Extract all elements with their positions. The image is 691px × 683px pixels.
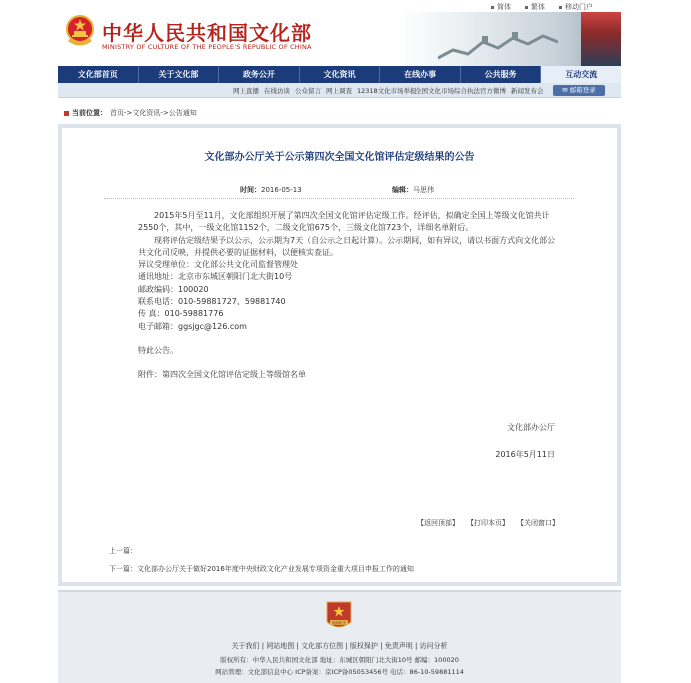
nav-home[interactable]: 文化部首页 bbox=[58, 66, 139, 83]
party-gov-seal-icon[interactable] bbox=[324, 600, 354, 632]
breadcrumb-label: 当前位置： bbox=[72, 109, 107, 117]
seal-text: 党政机关 bbox=[331, 621, 347, 626]
breadcrumb-icon bbox=[64, 111, 69, 116]
site-header bbox=[58, 0, 621, 66]
bullet-icon bbox=[525, 6, 528, 9]
footer-manage: 网站管理：文化部信息中心 ICP备案：京ICP备05053456号 电话：86-10-59881114 bbox=[215, 668, 464, 676]
article-panel bbox=[58, 124, 621, 586]
prev-article: 上一篇： bbox=[109, 547, 137, 555]
opera-mask-image bbox=[581, 12, 621, 66]
sub-nav-links-right bbox=[415, 86, 544, 95]
sub-link-live[interactable]: 网上直播 bbox=[233, 87, 259, 95]
mobile-portal-link[interactable]: 移动门户 bbox=[559, 2, 593, 12]
traditional-link[interactable]: 繁体 bbox=[525, 2, 545, 12]
back-to-top-button[interactable]: 【返回顶部】 bbox=[417, 519, 459, 527]
contact-line: 邮政编码：100020 bbox=[138, 284, 209, 294]
breadcrumb bbox=[64, 108, 197, 118]
nav-news[interactable]: 文化资讯 bbox=[300, 66, 381, 83]
main-nav bbox=[58, 66, 621, 83]
sub-link-interview[interactable]: 在线访谈 bbox=[264, 87, 290, 95]
contact-line: 异议受理单位：文化部公共文化司监督管理处 bbox=[138, 260, 298, 270]
sub-link-weibo[interactable]: 全国文化市场综合执法官方微博 bbox=[415, 87, 506, 95]
paragraph: 2015年5月至11月，文化部组织开展了第四次全国文化馆评估定级工作。经评估，拟确定全国上等级文化馆共计2550个，其中，一级文化馆1152个，二级文化馆675个，三级文化馆723个，详细名单附后。 bbox=[138, 211, 550, 233]
article-editor: 编辑：马思伟 bbox=[392, 186, 434, 194]
footer-link-sitemap[interactable]: 网站地图 bbox=[266, 642, 295, 650]
footer-links: 关于我们 | 网站地图 | 文化部方位图 | 版权保护 | 免责声明 | 访问分析 bbox=[231, 642, 448, 650]
attachment-link[interactable]: 附件：第四次全国文化馆评估定级上等级馆名单 bbox=[138, 370, 306, 380]
article-actions bbox=[417, 518, 559, 528]
national-emblem-icon[interactable] bbox=[65, 14, 95, 48]
nav-interaction[interactable]: 互动交流 bbox=[541, 66, 621, 83]
print-button[interactable]: 【打印本页】 bbox=[467, 519, 509, 527]
divider bbox=[104, 198, 574, 199]
paragraph: 现将评估定级结果予以公示，公示期为7天（自公示之日起计算）。公示期间，如有异议，请以书面方式向文化部公共文化司反映，并提供必要的证据材料，以便核实查证。 bbox=[138, 235, 556, 257]
article-body bbox=[138, 210, 558, 382]
notice-line: 特此公告。 bbox=[138, 345, 178, 355]
article-title: 文化部办公厅关于公示第四次全国文化馆评估定级结果的公告 bbox=[204, 152, 475, 163]
site-subtitle: MINISTRY OF CULTURE OF THE PEOPLE'S REPUBLIC OF CHINA bbox=[102, 43, 312, 51]
bullet-icon bbox=[559, 6, 562, 9]
nav-online-services[interactable]: 在线办事 bbox=[380, 66, 461, 83]
contact-line: 传 真：010-59881776 bbox=[138, 309, 224, 319]
sub-link-message[interactable]: 公众留言 bbox=[295, 87, 321, 95]
sign-org: 文化部办公厅 bbox=[507, 423, 555, 432]
close-window-button[interactable]: 【关闭窗口】 bbox=[517, 519, 559, 527]
sub-link-survey[interactable]: 网上调查 bbox=[326, 87, 352, 95]
great-wall-image bbox=[438, 30, 558, 60]
footer-copyright: 版权所有：中华人民共和国文化部 地址：东城区朝阳门北大街10号 邮编：100020 bbox=[220, 656, 459, 664]
top-links bbox=[491, 2, 593, 12]
site-title[interactable]: 中华人民共和国文化部 bbox=[102, 21, 312, 45]
next-article: 下一篇：文化部办公厅关于做好2016年度中央财政文化产业发展专项资金重大项目申报工作的通知 bbox=[109, 565, 414, 573]
contact-line: 电子邮箱：ggsjgc@126.com bbox=[138, 321, 247, 331]
sign-date: 2016年5月11日 bbox=[495, 450, 555, 459]
contact-line: 联系电话：010-59881727、59881740 bbox=[138, 297, 286, 307]
sub-link-report[interactable]: 12318文化市场举报 bbox=[357, 87, 417, 95]
site-footer bbox=[58, 590, 621, 683]
bullet-icon bbox=[491, 6, 494, 9]
sub-nav-links bbox=[233, 86, 417, 95]
sub-nav bbox=[58, 83, 621, 98]
footer-link-disclaimer[interactable]: 免责声明 bbox=[384, 642, 413, 650]
footer-link-location[interactable]: 文化部方位图 bbox=[301, 642, 344, 650]
footer-link-analytics[interactable]: 访问分析 bbox=[419, 642, 448, 650]
simplified-link[interactable]: 简体 bbox=[491, 2, 511, 12]
footer-link-about[interactable]: 关于我们 bbox=[231, 642, 260, 650]
nav-gov-affairs[interactable]: 政务公开 bbox=[219, 66, 300, 83]
nav-public-services[interactable]: 公共服务 bbox=[461, 66, 542, 83]
contact-line: 通讯地址：北京市东城区朝阳门北大街10号 bbox=[138, 272, 293, 282]
spacer bbox=[138, 357, 558, 369]
next-article-link[interactable]: 文化部办公厅关于做好2016年度中央财政文化产业发展专项资金重大项目申报工作的通知 bbox=[137, 565, 414, 573]
breadcrumb-path[interactable]: 首页->文化资讯->公告通知 bbox=[110, 109, 197, 117]
nav-about[interactable]: 关于文化部 bbox=[139, 66, 220, 83]
sub-link-press[interactable]: 新闻发布会 bbox=[511, 87, 544, 95]
mail-login-button[interactable]: ✉ 邮箱登录 bbox=[553, 85, 605, 96]
spacer bbox=[138, 333, 558, 345]
article-time: 时间：2016-05-13 bbox=[240, 186, 302, 194]
header-banner bbox=[398, 12, 621, 66]
footer-link-copyright[interactable]: 版权保护 bbox=[349, 642, 378, 650]
